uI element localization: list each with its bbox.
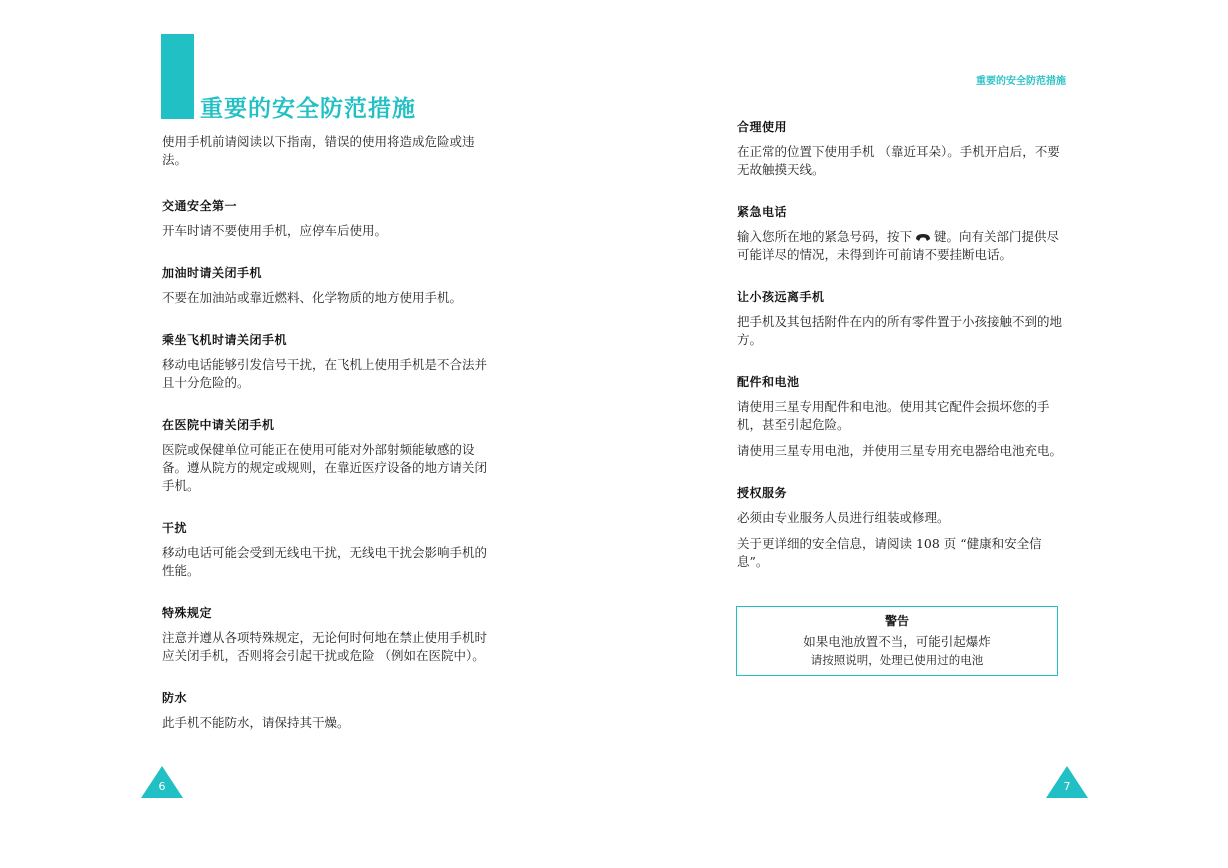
warning-line-2: 请按照说明，处理已使用过的电池 [810,653,984,667]
section-text: 必须由专业服务人员进行组装或修理。 [737,510,950,525]
section-text: 在正常的位置下使用手机 （靠近耳朵）。手机开启后，不要无故触摸天线。 [737,144,1060,177]
page-number-badge-left [141,766,183,798]
section-text: 开车时请不要使用手机，应停车后使用。 [162,223,388,238]
section-heading: 防水 [162,691,188,705]
section-heading: 加油时请关闭手机 [162,266,263,280]
emergency-text-before: 输入您所在地的紧急号码，按下 [737,229,913,244]
section-text: 移动电话可能会受到无线电干扰，无线电干扰会影响手机的性能。 [162,545,488,578]
section-heading: 特殊规定 [162,606,213,620]
section-text: 注意并遵从各项特殊规定，无论何时何地在禁止使用手机时应关闭手机，否则将会引起干扰或危险 （例如在医院中）。 [162,630,488,663]
running-header: 重要的安全防范措施 [976,76,1066,87]
left-column [162,133,492,756]
section-traffic [162,197,492,240]
section-text: 把手机及其包括附件在内的所有零件置于小孩接触不到的地方。 [737,314,1063,347]
section-heading: 让小孩远离手机 [737,290,825,304]
section-text [737,228,1067,264]
section-text: 医院或保健单位可能正在使用可能对外部射频能敏感的设备。遵从院方的规定或规则，在靠近医疗设备的地方请关闭手机。 [162,442,488,493]
section-authorized-service [737,484,1067,571]
section-heading: 交通安全第一 [162,199,238,213]
warning-box [736,606,1058,676]
section-aircraft [162,331,492,392]
section-children [737,288,1067,349]
section-special-regulations [162,604,492,665]
section-emergency-call [737,203,1067,264]
section-text: 此手机不能防水，请保持其干燥。 [162,715,350,730]
section-water-resistance [162,689,492,732]
section-heading: 干扰 [162,521,188,535]
warning-title: 警告 [884,614,909,628]
phone-handset-icon [915,233,931,242]
section-accessories-battery [737,373,1067,460]
intro-text: 使用手机前请阅读以下指南，错误的使用将造成危险或违法。 [162,134,475,167]
section-text: 请使用三星专用配件和电池。使用其它配件会损坏您的手机，甚至引起危险。 [737,399,1050,432]
section-text: 不要在加油站或靠近燃料、化学物质的地方使用手机。 [162,290,463,305]
section-heading: 授权服务 [737,486,788,500]
section-text: 移动电话能够引发信号干扰，在飞机上使用手机是不合法并且十分危险的。 [162,357,488,390]
section-refueling [162,264,492,307]
section-heading: 紧急电话 [737,205,788,219]
page-title: 重要的安全防范措施 [200,96,416,122]
section-correct-use [737,118,1067,179]
right-column [737,118,1067,595]
section-text: 关于更详细的安全信息，请阅读 108 页 “健康和安全信息”。 [737,536,1042,569]
page-number: 7 [1063,780,1071,793]
warning-line-1: 如果电池放置不当，可能引起爆炸 [803,634,991,649]
section-heading: 合理使用 [737,120,788,134]
section-hospital [162,416,492,495]
section-heading: 在医院中请关闭手机 [162,418,275,432]
page-number: 6 [158,780,166,793]
section-text: 请使用三星专用电池，并使用三星专用充电器给电池充电。 [737,443,1063,458]
section-heading: 配件和电池 [737,375,800,389]
emergency-text-after: 键。向有关部门提供尽可能详尽的情况，未得到许可前请不要挂断电话。 [737,229,1060,262]
section-heading: 乘坐飞机时请关闭手机 [162,333,288,347]
title-accent-bar [161,34,194,119]
page-number-badge-right [1046,766,1088,798]
section-interference [162,519,492,580]
